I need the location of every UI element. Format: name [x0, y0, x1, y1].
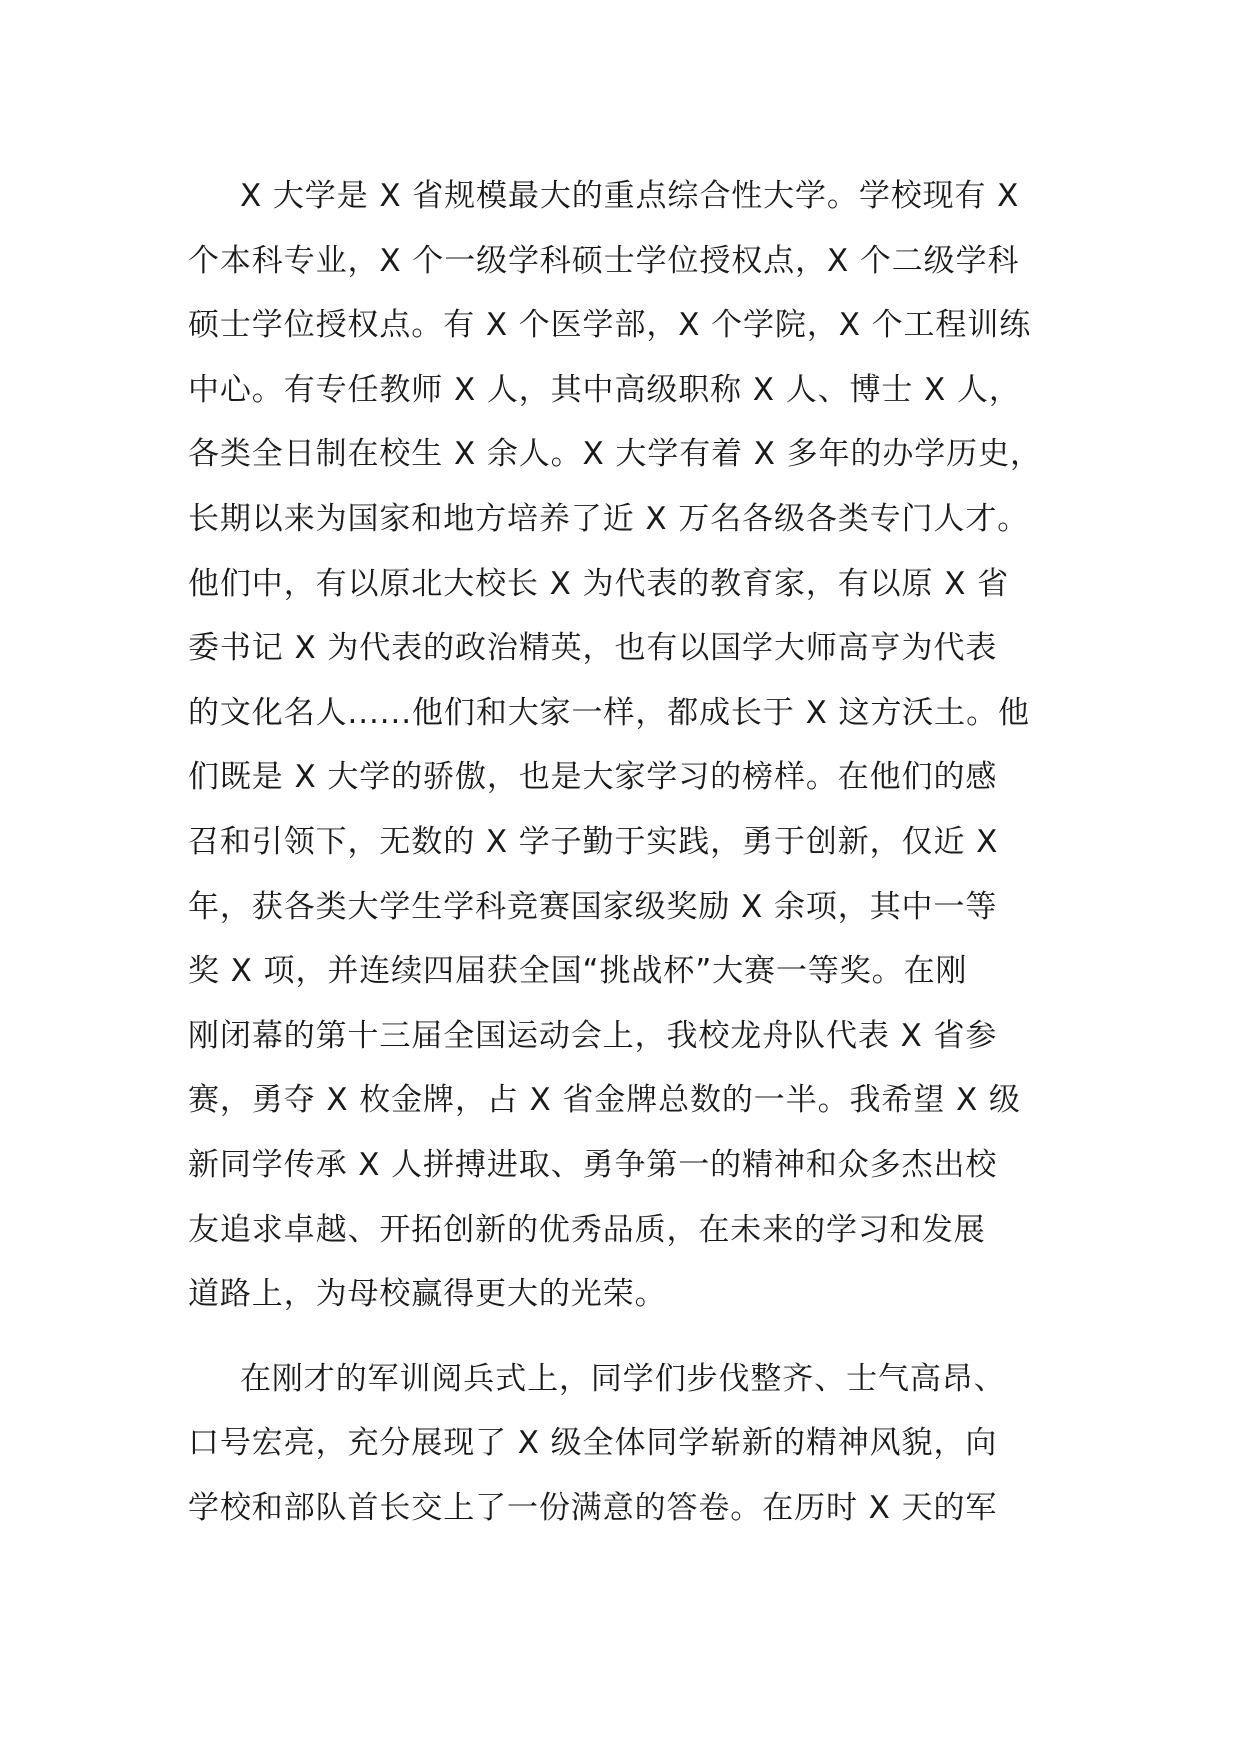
- paragraph-1-line-16: 新同学传承 X 人拼搏进取、勇争第一的精神和众多杰出校: [188, 1146, 998, 1183]
- paragraph-1-line-5: 各类全日制在校生 X 余人。X 大学有着 X 多年的办学历史，: [188, 436, 1042, 473]
- paragraph-1-line-3: 硕士学位授权点。有 X 个医学部，X 个学院，X 个工程训练: [188, 307, 1032, 344]
- paragraph-1-line-8: 委书记 X 为代表的政治精英，也有以国学大师高亨为代表: [188, 630, 998, 667]
- paragraph-1-line-18: 道路上，为母校赢得更大的光荣。: [188, 1276, 667, 1313]
- paragraph-1-line-10: 们既是 X 大学的骄傲，也是大家学习的榜样。在他们的感: [188, 759, 998, 796]
- paragraph-1-line-12: 年，获各类大学生学科竞赛国家级奖励 X 余项，其中一等: [188, 888, 998, 925]
- paragraph-1-line-11: 召和引领下，无数的 X 学子勤于实践，勇于创新，仅近 X: [188, 823, 999, 860]
- body-text: [188, 164, 1054, 1540]
- paragraph-1-line-15: 赛，勇夺 X 枚金牌，占 X 省金牌总数的一半。我希望 X 级: [188, 1082, 1021, 1119]
- paragraph-2-line-2: 口号宏亮，充分展现了 X 级全体同学崭新的精神风貌，向: [188, 1425, 998, 1462]
- paragraph-1-line-7: 他们中，有以原北大校长 X 为代表的教育家，有以原 X 省: [188, 565, 1009, 602]
- paragraph-spacer: [188, 1327, 1054, 1347]
- paragraph-1-line-14: 刚闭幕的第十三届全国运动会上，我校龙舟队代表 X 省参: [188, 1017, 998, 1054]
- paragraph-1-line-13: 奖 X 项，并连续四届获全国“挑战杯”大赛一等奖。在刚: [188, 953, 968, 990]
- paragraph-1-line-17: 友追求卓越、开拓创新的优秀品质，在未来的学习和发展: [188, 1211, 986, 1248]
- paragraph-1-line-4: 中心。有专任教师 X 人，其中高级职称 X 人、博士 X 人，: [188, 371, 1021, 408]
- paragraph-1-line-2: 个本科专业，X 个一级学科硕士学位授权点，X 个二级学科: [188, 242, 1020, 279]
- paragraph-1-line-6: 长期以来为国家和地方培养了近 X 万名各级各类专门人才。: [188, 500, 1030, 537]
- paragraph-2-line-1: 在刚才的军训阅兵式上，同学们步伐整齐、士气高昂、: [240, 1360, 1006, 1397]
- paragraph-1-line-9: 的文化名人......他们和大家一样，都成长于 X 这方沃土。他: [188, 694, 1030, 731]
- paragraph-1-line-1: X 大学是 X 省规模最大的重点综合性大学。学校现有 X: [240, 178, 1020, 214]
- paragraph-2-line-3: 学校和部队首长交上了一份满意的答卷。在历时 X 天的军: [188, 1489, 998, 1526]
